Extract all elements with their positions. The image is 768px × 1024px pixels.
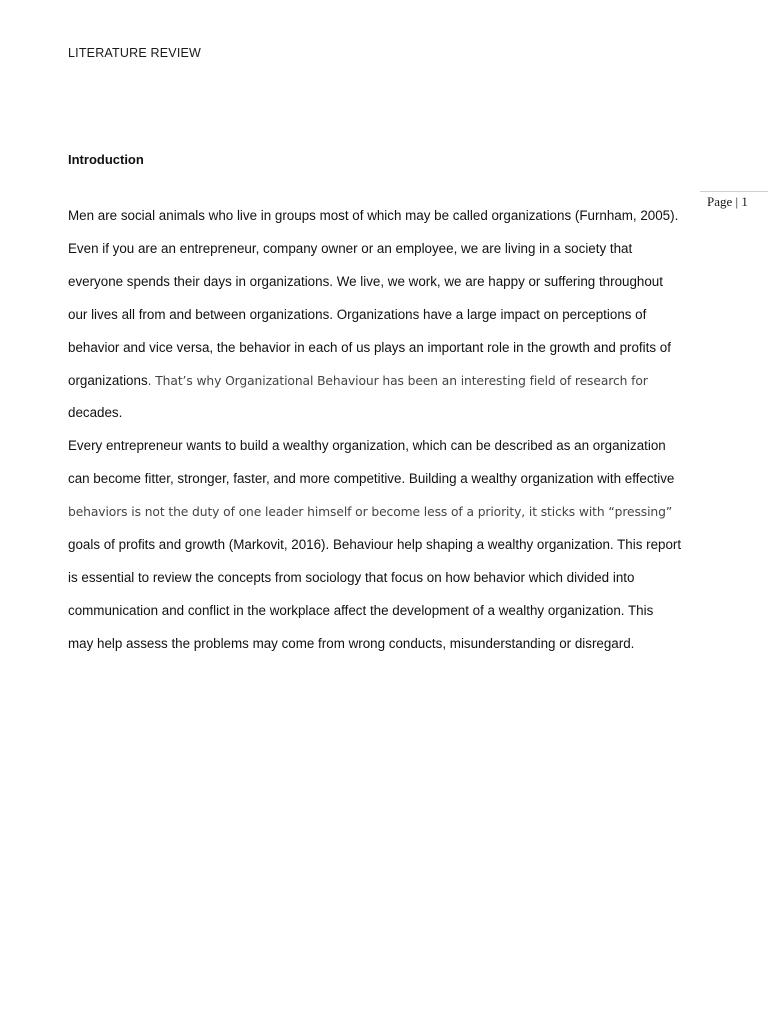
text-line [68, 266, 708, 299]
page-number-label: Page | 1 [707, 194, 748, 209]
body-text [68, 200, 708, 661]
running-head: LITERATURE REVIEW [68, 46, 202, 60]
text-segment: communication and conflict in the workplace affect the development of a wealthy organization. This [68, 602, 654, 618]
text-segment: Every entrepreneur wants to build a wealthy organization, which can be described as an organization [68, 438, 666, 454]
paragraph [68, 430, 708, 660]
text-line [68, 332, 708, 365]
text-segment: behavior and vice versa, the behavior in each of us plays an important role in the growth and profits of [68, 339, 671, 355]
text-segment: everyone spends their days in organizations. We live, we work, we are happy or suffering throughout [68, 273, 663, 289]
text-segment: goals of profits and growth (Markovit, 2016). Behaviour help shaping a wealthy organization. This report [68, 537, 682, 553]
text-line [68, 463, 708, 496]
text-line [68, 628, 708, 661]
text-segment: can become fitter, stronger, faster, and more competitive. Building a wealthy organization with effective [68, 471, 675, 487]
text-segment: organizations [68, 372, 148, 388]
section-heading: Introduction [68, 152, 144, 167]
text-line [68, 200, 708, 233]
text-segment: behaviors is not the duty of one leader himself or become less of a priority, it sticks with “pressing” [68, 505, 673, 520]
text-segment: Even if you are an entrepreneur, company owner or an employee, we are living in a society that [68, 240, 633, 256]
text-line [68, 595, 708, 628]
text-line [68, 299, 708, 332]
text-line [68, 430, 708, 463]
text-segment: decades. [68, 405, 123, 421]
text-segment: Men are social animals who live in groups most of which may be called organizations (Furnham, 2005). [68, 208, 679, 223]
paragraph [68, 200, 708, 430]
text-line [68, 397, 708, 430]
text-line [68, 233, 708, 266]
text-segment: our lives all from and between organizations. Organizations have a large impact on perceptions of [68, 306, 647, 322]
page-number [700, 191, 768, 210]
text-segment: . That’s why Organizational Behaviour has been an interesting field of research for [147, 373, 648, 388]
text-line [68, 365, 708, 398]
text-segment: is essential to review the concepts from sociology that focus on how behavior which divided into [68, 569, 635, 585]
text-line [68, 496, 708, 529]
text-line [68, 562, 708, 595]
text-line [68, 529, 708, 562]
text-segment: may help assess the problems may come from wrong conducts, misunderstanding or disregard. [68, 635, 635, 651]
